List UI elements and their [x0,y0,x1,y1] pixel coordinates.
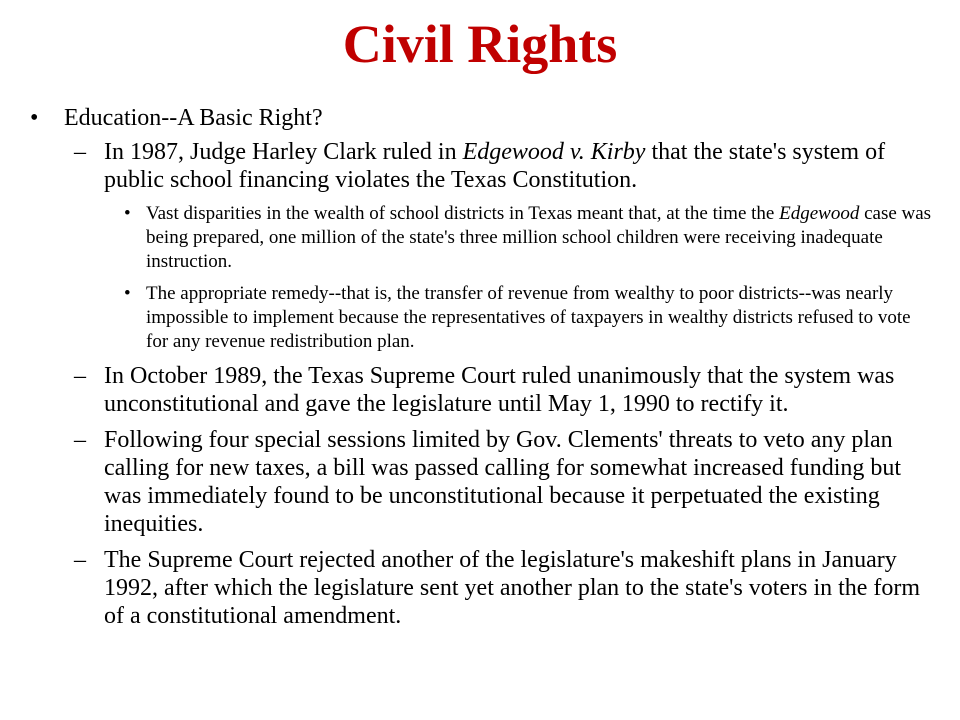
sub-sub-bullet-remedy [0,282,960,354]
sub-bullet-special-sessions [0,426,960,538]
case-name: Edgewood v. Kirby [462,139,646,165]
sub-bullet-supreme-court-1992 [0,546,960,630]
dash-marker: – [74,363,86,389]
bullet-marker: • [30,105,39,131]
bullet-text: The Supreme Court rejected another of the legislature's makeshift plans in January 1992, after which the legislature sent yet another plan to the state's voters in the form of a constitutional amendment. [104,547,921,629]
dash-marker: – [74,427,86,453]
bullet-text-part: case was being prepared, one million of the state's three million school children were receiving inadequate instruction. [146,203,932,272]
sub-sub-bullet-disparities [0,202,960,274]
sub-bullet-supreme-court-1989 [0,362,960,418]
sub-bullet-edgewood-ruling [0,138,960,194]
bullet-text-part: In 1987, Judge Harley Clark ruled in [104,139,463,165]
bullet-text: Following four special sessions limited by Gov. Clements' threats to veto any plan calling for new taxes, a bill was passed calling for somewhat increased funding but was immediately found to be unconstitutional because it perpetuated the existing inequities. [104,427,902,537]
bullet-marker: • [124,203,131,224]
bullet-marker: • [124,283,131,304]
bullet-text: The appropriate remedy--that is, the transfer of revenue from wealthy to poor districts--was nearly impossible to implement because the representatives of taxpayers in wealthy districts refused to vote for any revenue redistribution plan. [146,283,911,352]
bullet-text-part: Vast disparities in the wealth of school districts in Texas meant that, at the time the [146,203,780,224]
bullet-text: In October 1989, the Texas Supreme Court ruled unanimously that the system was unconstitutional and gave the legislature until May 1, 1990 to rectify it. [104,363,895,417]
case-name: Edgewood [779,203,860,224]
bullet-education [0,104,960,132]
slide-title: Civil Rights [342,14,618,74]
dash-marker: – [74,139,86,165]
dash-marker: – [74,547,86,573]
bullet-text-part: that the state's system of public school financing violates the Texas Constitution. [104,139,886,193]
slide-body [0,104,960,638]
bullet-text: Education--A Basic Right? [64,105,323,131]
